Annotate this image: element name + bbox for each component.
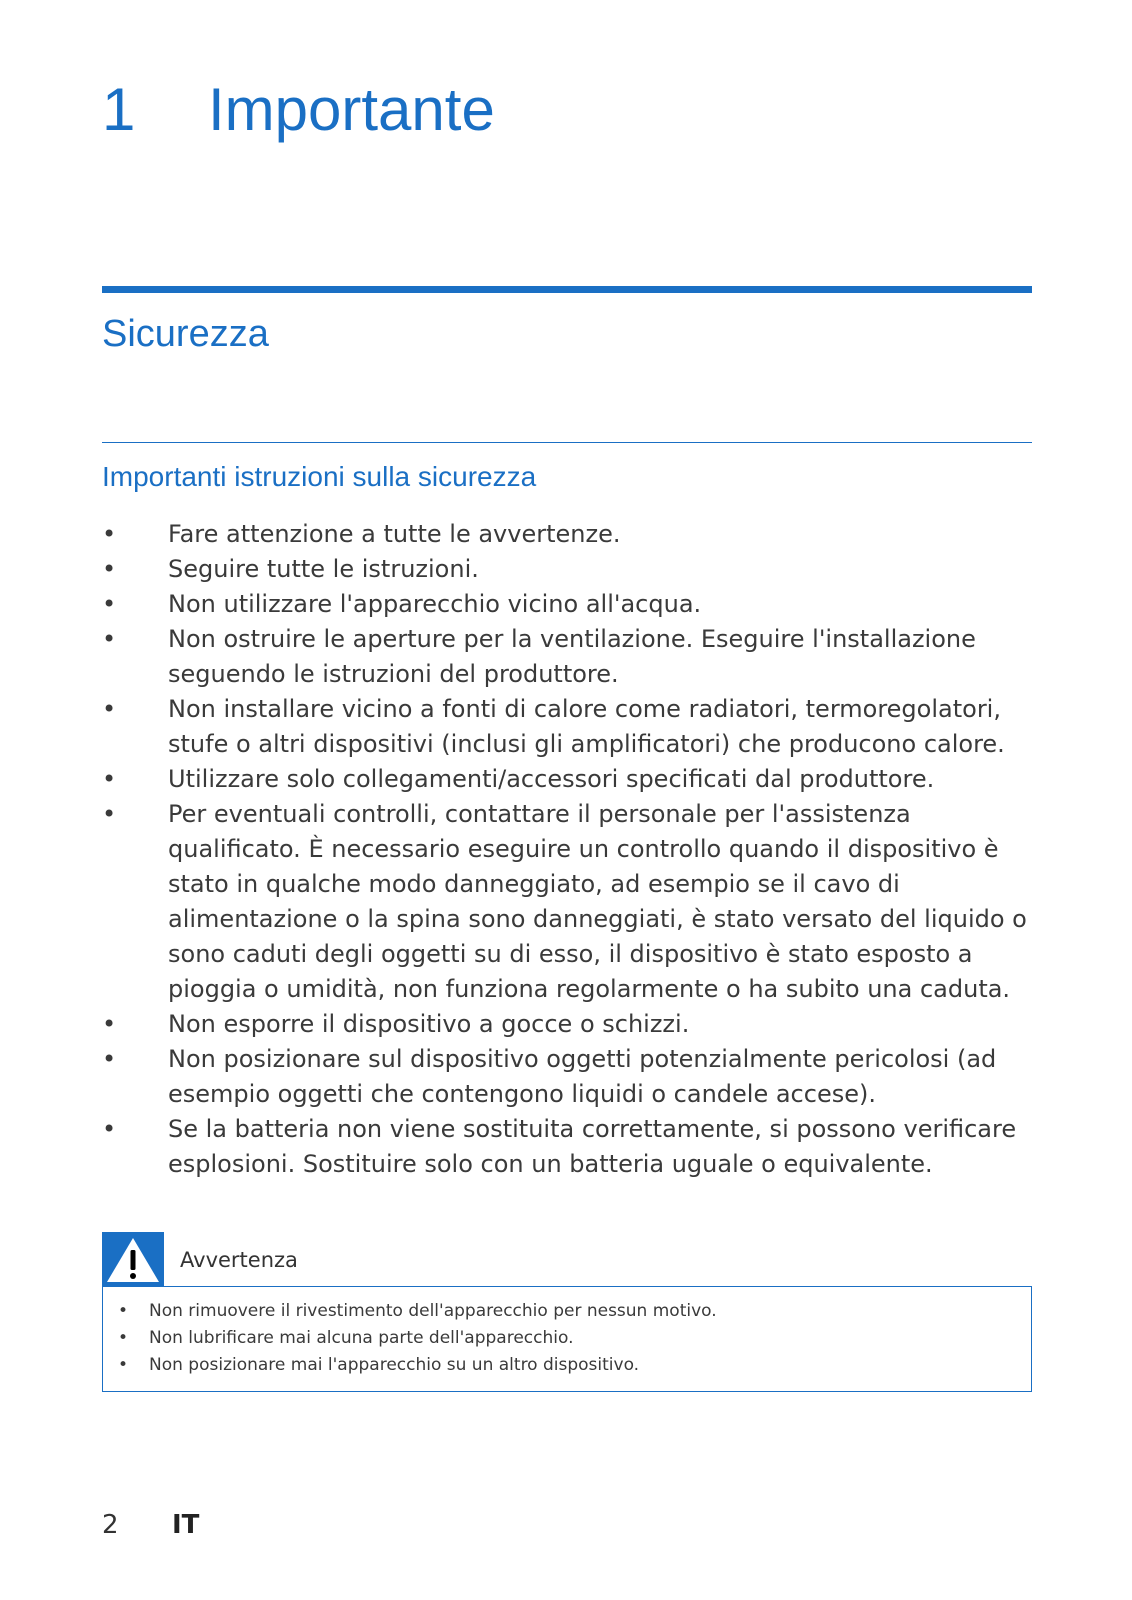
instruction-item (102, 1112, 1037, 1182)
bullet-icon: • (102, 1045, 117, 1073)
instruction-item (102, 1007, 1037, 1042)
instruction-text: Non installare vicino a fonti di calore come radiatori, termoregolatori, stufe o altri dispositivi (inclusi gli amplificatori) che producono calore. (168, 695, 1005, 758)
instruction-text: Per eventuali controlli, contattare il personale per l'assistenza qualificato. È necessario eseguire un controllo quando il dispositivo è stato in qualche modo danneggiato, ad esempio se il cavo di alimentazione o la spina sono danneggiati, è stato versato del liquido o sono caduti degli oggetti su di esso, il dispositivo è stato esposto a pioggia o umidità, non funziona regolarmente o ha subito una caduta. (168, 800, 1027, 1003)
chapter-number: 1 (102, 76, 136, 143)
bullet-icon: • (118, 1301, 129, 1321)
instruction-text: Se la batteria non viene sostituita correttamente, si possono verificare esplosioni. Sostituire solo con un batteria uguale o equivalente. (168, 1115, 1017, 1178)
warning-item (118, 1325, 1018, 1352)
bullet-icon: • (102, 1115, 117, 1143)
language-code: IT (172, 1510, 200, 1540)
chapter-title: Importante (208, 76, 495, 143)
bullet-icon: • (102, 625, 117, 653)
bullet-icon: • (102, 800, 117, 828)
page-number: 2 (102, 1510, 119, 1540)
instruction-item (102, 517, 1037, 552)
instruction-text: Seguire tutte le istruzioni. (168, 555, 479, 583)
instruction-text: Fare attenzione a tutte le avvertenze. (168, 520, 621, 548)
bullet-icon: • (118, 1328, 129, 1348)
warning-text: Non posizionare mai l'apparecchio su un altro dispositivo. (149, 1355, 640, 1375)
warning-item (118, 1298, 1018, 1325)
bullet-icon: • (102, 1010, 117, 1038)
bullet-icon: • (102, 520, 117, 548)
instruction-item (102, 552, 1037, 587)
warning-icon (102, 1232, 164, 1287)
chapter-heading (102, 70, 495, 150)
warning-triangle-icon (102, 1232, 164, 1287)
warning-label: Avvertenza (180, 1248, 298, 1272)
instruction-text: Non posizionare sul dispositivo oggetti potenzialmente pericolosi (ad esempio oggetti che contengono liquidi o candele accese). (168, 1045, 997, 1108)
instruction-item (102, 1042, 1037, 1112)
instruction-text: Utilizzare solo collegamenti/accessori specificati dal produttore. (168, 765, 935, 793)
instruction-text: Non ostruire le aperture per la ventilazione. Eseguire l'installazione seguendo le istruzioni del produttore. (168, 625, 976, 688)
instruction-item (102, 692, 1037, 762)
bullet-icon: • (102, 590, 117, 618)
instruction-item (102, 797, 1037, 1007)
section-title: Sicurezza (102, 313, 269, 355)
warning-item (118, 1352, 1018, 1379)
bullet-icon: • (118, 1355, 129, 1375)
subsection-divider-thin (102, 442, 1032, 443)
page-footer (102, 1508, 199, 1542)
warning-list (118, 1298, 1018, 1379)
instruction-item (102, 762, 1037, 797)
bullet-icon: • (102, 555, 117, 583)
instruction-text: Non esporre il dispositivo a gocce o schizzi. (168, 1010, 690, 1038)
instruction-text: Non utilizzare l'apparecchio vicino all'acqua. (168, 590, 702, 618)
bullet-icon: • (102, 765, 117, 793)
subsection-title: Importanti istruzioni sulla sicurezza (102, 461, 537, 492)
warning-text: Non lubrificare mai alcuna parte dell'apparecchio. (149, 1328, 574, 1348)
instruction-item (102, 622, 1037, 692)
instruction-list (102, 517, 1037, 1182)
warning-text: Non rimuovere il rivestimento dell'apparecchio per nessun motivo. (149, 1301, 717, 1321)
section-divider-thick (102, 286, 1032, 293)
instruction-item (102, 587, 1037, 622)
bullet-icon: • (102, 695, 117, 723)
